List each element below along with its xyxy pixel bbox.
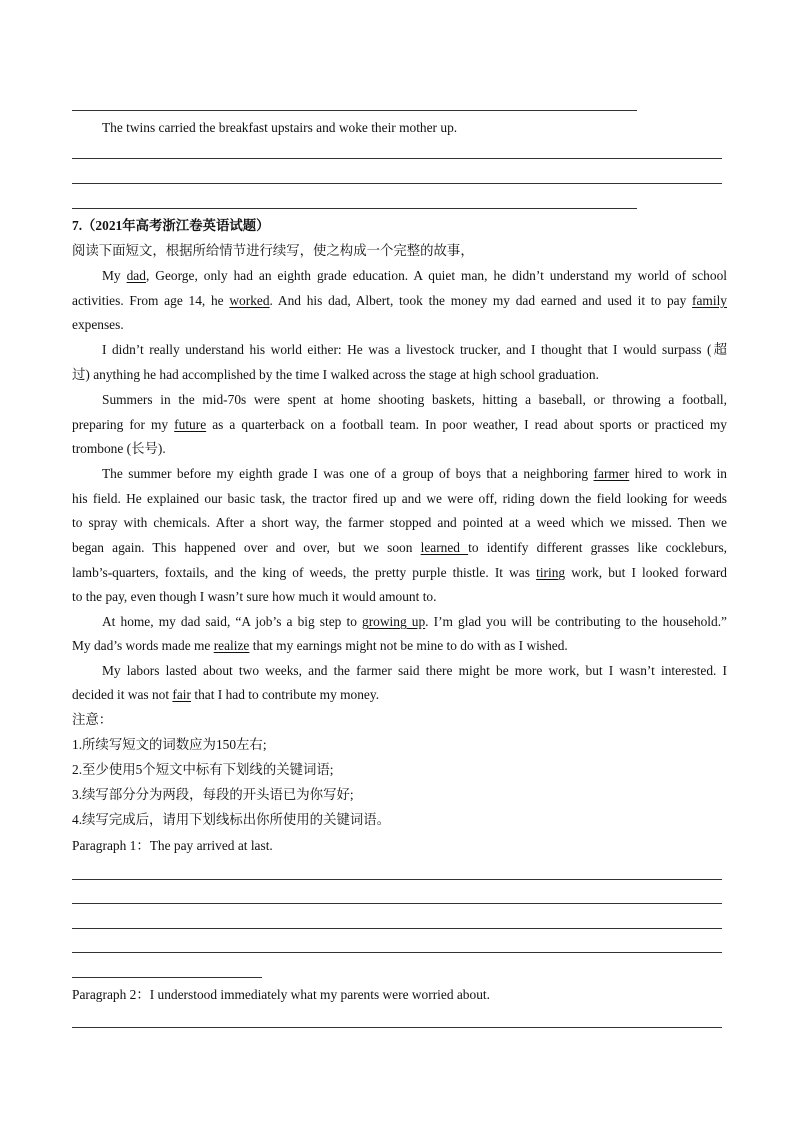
passage-line: lamb’s-quarters, foxtails, and the king of weeds, the pretty purple thistle. It was tiring work, but I looked forward <box>72 565 727 580</box>
passage-line: My dad, George, only had an eighth grade education. A quiet man, he didn’t understand my world of school <box>102 268 727 283</box>
passage-line: I didn’t really understand his world either: He was a livestock trucker, and I thought that I would surpass (超 <box>102 342 727 357</box>
passage-line: activities. From age 14, he worked. And his dad, Albert, took the money my dad earned and used it to pay family <box>72 293 727 308</box>
answer-line[interactable] <box>72 952 722 953</box>
keyword: family <box>692 293 727 308</box>
answer-line[interactable] <box>72 903 722 904</box>
answer-line[interactable] <box>72 183 722 184</box>
passage-line: decided it was not fair that I had to contribute my money. <box>72 687 380 702</box>
note-item: 1.所续写短文的词数应为150左右; <box>72 737 267 752</box>
top-sentence: The twins carried the breakfast upstairs and woke their mother up. <box>102 120 458 135</box>
passage-line: The summer before my eighth grade I was one of a group of boys that a neighboring farmer hired to work in <box>102 466 727 481</box>
keyword: fair <box>172 687 191 702</box>
notes-heading: 注意： <box>72 712 113 727</box>
note-item: 3.续写部分分为两段，每段的开头语已为你写好; <box>72 787 354 802</box>
keyword: learned <box>420 540 469 555</box>
keyword: farmer <box>593 466 630 481</box>
passage-line: preparing for my future as a quarterback on a football team. In poor weather, I read about sports or practiced my <box>72 417 728 432</box>
keyword: worked <box>229 293 270 308</box>
passage-line: expenses. <box>72 317 124 332</box>
question-title: 7.（2021年高考浙江卷英语试题） <box>72 218 270 233</box>
paragraph1-prompt: Paragraph 1：The pay arrived at last. <box>72 838 273 853</box>
passage-line: At home, my dad said, “A job’s a big step to growing up. I’m glad you will be contributing to the household.” <box>102 614 727 629</box>
answer-line[interactable] <box>72 977 262 978</box>
passage-line: My labors lasted about two weeks, and the farmer said there might be more work, but I wasn’t interested. I <box>102 663 727 678</box>
instruction: 阅读下面短文，根据所给情节进行续写，使之构成一个完整的故事， <box>72 243 474 258</box>
answer-line[interactable] <box>72 110 637 111</box>
passage-line: 过) anything he had accomplished by the time I walked across the stage at high school graduation. <box>72 367 599 382</box>
passage-line: Summers in the mid-70s were spent at home shooting baskets, hitting a baseball, or throwing a football, <box>102 392 727 407</box>
passage-line: My dad’s words made me realize that my earnings might not be mine to do with as I wished. <box>72 638 568 653</box>
answer-line[interactable] <box>72 1027 722 1028</box>
answer-line[interactable] <box>72 928 722 929</box>
keyword: growing up <box>362 614 426 629</box>
passage-line: began again. This happened over and over, but we soon learned to identify different grasses like cockleburs, <box>72 540 728 555</box>
passage-line: trombone (长号). <box>72 441 166 456</box>
answer-line[interactable] <box>72 879 722 880</box>
answer-line[interactable] <box>72 158 722 159</box>
keyword: dad <box>126 268 146 283</box>
keyword: tiring <box>536 565 566 580</box>
keyword: realize <box>213 638 250 653</box>
paragraph2-prompt: Paragraph 2：I understood immediately what my parents were worried about. <box>72 987 490 1002</box>
passage-line: to spray with chemicals. After a short way, the farmer stopped and pointed at a weed which we missed. Then we <box>72 515 727 530</box>
passage-line: to the pay, even though I wasn’t sure how much it would amount to. <box>72 589 437 604</box>
keyword: future <box>174 417 207 432</box>
note-item: 2.至少使用5个短文中标有下划线的关键词语; <box>72 762 334 777</box>
answer-line[interactable] <box>72 208 637 209</box>
passage-line: his field. He explained our basic task, the tractor fired up and we were off, riding down the field looking for weeds <box>72 491 727 506</box>
note-item: 4.续写完成后，请用下划线标出你所使用的关键词语。 <box>72 812 391 827</box>
